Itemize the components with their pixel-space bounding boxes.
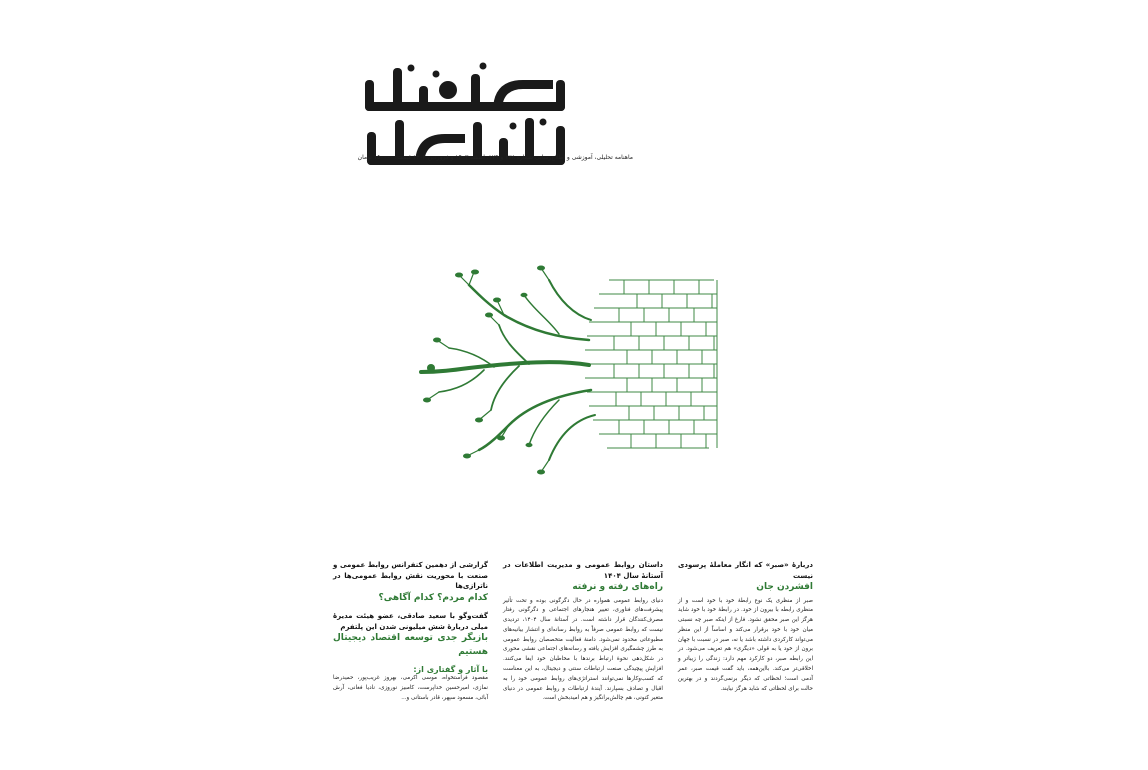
contributors-list: مقصود فراستخواه، موسی اکرمی، بهروز غریب‌پور، حمیدرضا نمازی، امیرحسین خداپرست، کامبیز نوروزی، نادیا فغانی، آرش آبائی، مسعود سپهر، قادر باستانی و... <box>333 675 488 701</box>
article-pr-kicker: داستان روابط عمومی و مدیریت اطلاعات در آستانهٔ سال ۱۴۰۴ <box>503 561 663 580</box>
teaser-conference <box>333 560 488 605</box>
article-patience-headline: افشردن جان <box>756 582 813 592</box>
article-pr-body: دنیای روابط عمومی همواره در حال دگرگونی بوده و تحت تأثیر پیشرفت‌های فناوری، تغییر هنجارهای اجتماعی و دگرگونی رفتار مصرف‌کنندگان قرار داشته است. در آستانهٔ سال ۱۴۰۴، تردیدی نیست که روابط عمومی صرفاً به روابط رسانه‌ای و انتشار بیانیه‌های مطبوعاتی محدود نمی‌شود. دامنهٔ فعالیت متخصصان روابط عمومی به طرز چشمگیری افزایش یافته و رسانه‌های اجتماعی نقشی محوری در شکل‌دهی نحوهٔ ارتباط برندها با مخاطبان خود ایفا می‌کنند. افزایش پیچیدگی صنعت ارتباطات سنتی و دیجیتال، به این معناست که کسب‌وکارها نمی‌توانند استراتژی‌های روابط عمومی خود را به اقبال و تصادف بسپارند. آیندهٔ ارتباطات و روابط عمومی در دنیای متغیر کنونی، هم چالش‌برانگیز و هم امیدبخش است. <box>503 597 663 702</box>
teaser-interview-headline: بازیگر جدی توسعه اقتصاد دیجیتال هستیم <box>333 633 488 657</box>
teaser-conference-headline: کدام مردم؟ کدام آگاهی؟ <box>378 592 488 603</box>
cover-illustration <box>409 260 729 480</box>
teaser-conference-kicker: گزارشی از دهمین کنفرانس روابط عمومی و صنعت با محوریت نقش روابط عمومی‌ها در ناترازی‌ها <box>333 561 488 590</box>
cover-columns <box>333 560 823 770</box>
teaser-interview <box>333 611 488 659</box>
article-pr-1404 <box>503 560 663 760</box>
article-patience-body: صبر از منظری یک نوع رابطهٔ خود با خود است و از منظری رابطه با بیرون از خود. در رابطهٔ خود با خود شاید هرگز این صبر محقق نشود. فارغ از اینکه صبر چه نسبتی میان خود با خود برقرار می‌کند و اساساً از این منظر می‌تواند کارکردی داشته باشد یا نه، صبر در نسبت با جهان برون از خود یا به قولی «دیگری» هم تعریف می‌شود. در این رابطه صبر، دو کارکرد مهم دارد: زندگی را زیباتر و اخلاقی‌تر می‌کند. با‌این‌همه، باید گفت قیمت صبر، عمر آدمی است؛ لحظاتی که دیگر برنمی‌گردند و در بهترین حالت برای لحظاتی که شاید هرگز نیایند. <box>678 597 813 692</box>
teaser-interview-kicker: گفت‌وگو با سعید صادقی، عضو هیئت مدیرهٔ میلی دربارهٔ شش میلیونی شدن این پلتفرم <box>333 612 488 631</box>
contributors-title: با آثار و گفتاری از: <box>413 665 488 674</box>
article-pr-headline: راه‌های رفته و نرفته <box>572 582 663 592</box>
article-patience-kicker: دربارهٔ «صبر» که انگار معاملهٔ پرسودی نیست <box>678 561 813 580</box>
masthead-title-line2 <box>353 60 583 61</box>
article-patience <box>678 560 813 760</box>
magazine-cover <box>333 30 823 765</box>
issue-info: ماهنامه تحلیلی، آموزشی و اطلاع‌رسانی شماره ۱۷۸ و ۱۷۹، اسفند ۱۴۰۳ و فروردین ۱۴۰۴ قیمت: ۱۵۰۰۰۰ تومان <box>357 154 633 161</box>
tree-branches-turning-into-brick-wall-icon <box>409 260 729 480</box>
article-teasers <box>333 560 488 760</box>
